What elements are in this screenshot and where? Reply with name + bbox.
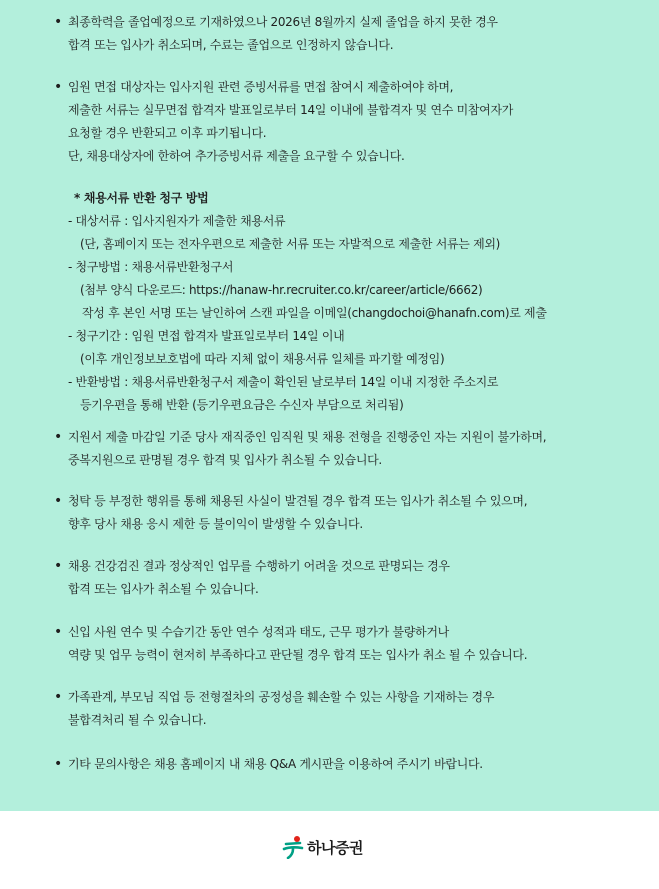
procedure-line: - 반환방법 : 채용서류반환청구서 제출이 확인된 날로부터 14일 이내 지정한 주소지로 bbox=[68, 375, 499, 389]
notice-line: 임원 면접 대상자는 입사지원 관련 증빙서류를 면접 참여시 제출하여야 하며, bbox=[68, 80, 454, 94]
notice-line: 중복지원으로 판명될 경우 합격 및 입사가 취소될 수 있습니다. bbox=[68, 453, 382, 467]
bullet: • bbox=[54, 756, 62, 772]
notice-line: 합격 또는 입사가 취소될 수 있습니다. bbox=[68, 582, 259, 596]
notice-line: 요청할 경우 반환되고 이후 파기됩니다. bbox=[68, 126, 267, 140]
procedure-line: - 청구방법 : 채용서류반환청구서 bbox=[68, 260, 234, 274]
bullet: • bbox=[54, 558, 62, 574]
procedure-line: (이후 개인정보보호법에 따라 지체 없이 채용서류 일체를 파기할 예정임) bbox=[80, 352, 445, 366]
bullet: • bbox=[54, 689, 62, 705]
notice-line: 기타 문의사항은 채용 홈페이지 내 채용 Q&A 게시판을 이용하여 주시기 바랍니다. bbox=[68, 757, 483, 771]
notice-line: 가족관계, 부모님 직업 등 전형절차의 공정성을 훼손할 수 있는 사항을 기재하는 경우 bbox=[68, 690, 495, 704]
bullet: • bbox=[54, 493, 62, 509]
notice-item-graduation bbox=[54, 11, 498, 57]
hana-logo-icon bbox=[282, 835, 304, 859]
notice-line: 단, 채용대상자에 한하여 추가증빙서류 제출을 요구할 수 있습니다. bbox=[68, 149, 405, 163]
notice-item-probation bbox=[54, 621, 527, 667]
notice-line: 지원서 제출 마감일 기준 당사 재직중인 임직원 및 채용 전형을 진행중인 자는 지원이 불가하며, bbox=[68, 430, 547, 444]
notice-item-fairness bbox=[54, 686, 494, 732]
bullet: • bbox=[54, 429, 62, 445]
notice-line: 청탁 등 부정한 행위를 통해 채용된 사실이 발견될 경우 합격 또는 입사가 취소될 수 있으며, bbox=[68, 494, 528, 508]
procedure-line: (첨부 양식 다운로드: https://hanaw-hr.recruiter.co.kr/career/article/6662) bbox=[80, 283, 483, 297]
notice-item-solicitation bbox=[54, 490, 527, 536]
notice-line: 채용 건강검진 결과 정상적인 업무를 수행하기 어려울 것으로 판명되는 경우 bbox=[68, 559, 450, 573]
procedure-line: - 청구기간 : 임원 면접 합격자 발표일로부터 14일 이내 bbox=[68, 329, 345, 343]
procedure-line: - 대상서류 : 입사지원자가 제출한 채용서류 bbox=[68, 214, 286, 228]
hana-logo bbox=[282, 835, 363, 859]
notice-line: 향후 당사 채용 응시 제한 등 불이익이 발생할 수 있습니다. bbox=[68, 517, 363, 531]
notice-item-inquiry bbox=[54, 753, 483, 776]
procedure-line: (단, 홈페이지 또는 전자우편으로 제출한 서류 또는 자발적으로 제출한 서류는 제외) bbox=[80, 237, 501, 251]
return-procedure-heading: * 채용서류 반환 청구 방법 bbox=[74, 191, 209, 205]
procedure-line: 등기우편을 통해 반환 (등기우편요금은 수신자 부담으로 처리됨) bbox=[80, 398, 404, 412]
footer bbox=[0, 811, 659, 889]
procedure-line: 작성 후 본인 서명 또는 날인하여 스캔 파일을 이메일(changdochoi@hanafn.com)로 제출 bbox=[82, 306, 547, 320]
notice-line: 신입 사원 연수 및 수습기간 동안 연수 성적과 태도, 근무 평가가 불량하거나 bbox=[68, 625, 449, 639]
notice-line: 제출한 서류는 실무면접 합격자 발표일로부터 14일 이내에 불합격자 및 연수 미참여자가 bbox=[68, 103, 514, 117]
logo-text: 하나증권 bbox=[307, 838, 363, 857]
bullet: • bbox=[54, 14, 62, 30]
bullet: • bbox=[54, 624, 62, 640]
notice-item-duplicate bbox=[54, 426, 546, 472]
return-procedure bbox=[68, 187, 547, 417]
notice-line: 합격 또는 입사가 취소되며, 수료는 졸업으로 인정하지 않습니다. bbox=[68, 38, 394, 52]
notice-item-health-check bbox=[54, 555, 450, 601]
bullet: • bbox=[54, 79, 62, 95]
notice-line: 역량 및 업무 능력이 현저히 부족하다고 판단될 경우 합격 또는 입사가 취소 될 수 있습니다. bbox=[68, 648, 528, 662]
notice-line: 불합격처리 될 수 있습니다. bbox=[68, 713, 207, 727]
notice-line: 최종학력을 졸업예정으로 기재하였으나 2026년 8월까지 실제 졸업을 하지 못한 경우 bbox=[68, 15, 498, 29]
notice-item-documents bbox=[54, 76, 513, 168]
